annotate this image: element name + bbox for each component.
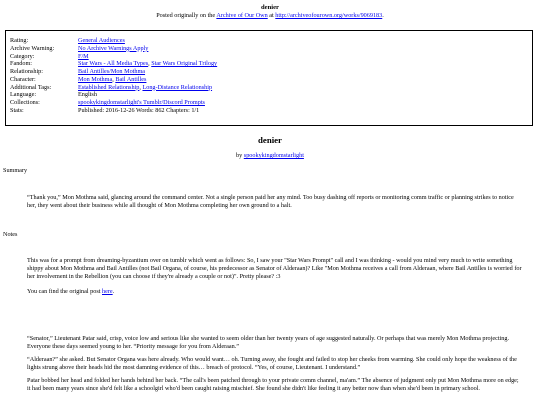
byline-prefix: by: [236, 152, 244, 159]
meta-label: Relationship:: [10, 68, 43, 75]
meta-separator: ,: [112, 75, 116, 83]
work-title: denier: [258, 135, 282, 145]
meta-value: [78, 99, 217, 107]
meta-value: [78, 45, 217, 53]
meta-label: Category:: [10, 52, 35, 60]
meta-value: [78, 53, 217, 61]
header-title: denier: [261, 4, 279, 11]
meta-value: [78, 37, 217, 45]
meta-tag-link[interactable]: Star Wars - All Media Types: [78, 60, 149, 68]
notes-find-prefix: You can find the original post: [27, 288, 102, 295]
meta-separator: ,: [148, 60, 152, 68]
story-paragraph: “Senator,” Lieutenant Patar said, crisp, voice low and serious like she wanted to seem older than her twenty years of age suggested naturally. Or perhaps that was merely Mon Mothma projecting. Everyone these days seemed young to her. “Priority message for you from Alderaan.”: [27, 335, 510, 350]
meta-label: Language:: [10, 91, 37, 99]
meta-label: Collections:: [10, 99, 40, 106]
meta-tag-link[interactable]: Long-Distance Relationship: [142, 83, 213, 91]
story-paragraph: Patar bobbed her head and folded her hands behind her back. “The call's been patched through to your private comm channel, ma'am.” The absence of judgment only put Mon Mothma more on edge; it had been many years since she'd felt like a schoolgirl who'd been caught raising mischief. She found she didn't like feeling it any better now than when she'd been in primary school.: [27, 377, 519, 392]
notes-text: This was for a prompt from dreaming-byzantium over on tumblr which went as follows: So, I saw your "Star Wars Prompt" call and I was thinking - would you mind very much to write something shippy about Mon Mothma and Bail Antilles (not Bail Organa, of course, his predecessor as Senator of Alderaan)? Like "Mon Mothma receives a call from Alderaan, where Bail Antilles is worried for her involvement in the Rebellion (you can choose if they're already a couple or not)". Pretty please? :3: [27, 257, 522, 280]
summary-text: “Thank you,” Mon Mothma said, glancing around the command center. Not a single person paid her any mind. Too busy dashing off reports or monitoring comm traffic or planning strikes to notice her, they went about their business while all thought of Mon Mothma completing her own ground to a halt.: [27, 194, 514, 209]
meta-tag-link[interactable]: No Archive Warnings Apply: [78, 44, 149, 52]
work-url-link[interactable]: http://archiveofourown.org/works/9069183: [275, 12, 383, 20]
archive-link[interactable]: Archive of Our Own: [216, 12, 268, 20]
meta-tag-link[interactable]: spookykingdomstarlight's Tumblr/Discord Prompts: [78, 99, 205, 106]
notes-find-suffix: .: [112, 288, 115, 295]
meta-label: Fandom:: [10, 60, 33, 68]
posted-at: at: [267, 12, 276, 20]
meta-tag-link[interactable]: Star Wars Original Trilogy: [151, 60, 218, 68]
story-paragraph: “Alderaan?” she asked. But Senator Organa was here already. Who would want… oh. Turning away, she fought and failed to stop her cheeks from warming. She could only hope the weakness of the lights strung above their heads hid the most damning evidence of this… breach of protocol. “Yes, of course, Lieutenant. I understand.”: [27, 356, 517, 371]
meta-value: [78, 68, 217, 76]
meta-separator: ,: [139, 83, 143, 91]
meta-tag-link[interactable]: F/M: [78, 52, 89, 60]
work-meta-box: [5, 30, 533, 126]
meta-tag-link[interactable]: Mon Mothma: [78, 75, 113, 83]
meta-value: [78, 60, 217, 68]
meta-label: Archive Warning:: [10, 44, 55, 52]
meta-value: Published: 2016-12-26 Words: 862 Chapters: 1/1: [78, 106, 200, 114]
posted-line: [0, 12, 540, 20]
meta-tag-link[interactable]: Bail Antilles/Mon Mothma: [78, 68, 146, 75]
posted-prefix: Posted originally on the: [156, 12, 217, 20]
meta-value: [78, 84, 217, 92]
meta-label: Stats:: [10, 106, 24, 114]
work-meta-grid: [10, 37, 217, 115]
meta-tag-link[interactable]: Established Relationship: [78, 83, 140, 91]
notes-find-line: [27, 288, 522, 296]
meta-tag-link[interactable]: General Audiences: [78, 37, 125, 44]
summary-heading: Summary: [3, 167, 28, 174]
meta-label: Rating:: [10, 37, 29, 44]
meta-label: Additional Tags:: [10, 83, 52, 91]
byline: [0, 152, 540, 160]
notes-heading: Notes: [3, 231, 18, 238]
author-link[interactable]: spookykingdomstarlight: [243, 152, 304, 159]
meta-value: English: [78, 91, 97, 99]
page-header: [0, 0, 540, 20]
meta-value: [78, 76, 217, 84]
original-post-link[interactable]: here: [102, 288, 113, 295]
meta-label: Character:: [10, 75, 36, 83]
meta-tag-link[interactable]: Bail Antilles: [115, 75, 147, 83]
posted-suffix: .: [382, 12, 384, 20]
